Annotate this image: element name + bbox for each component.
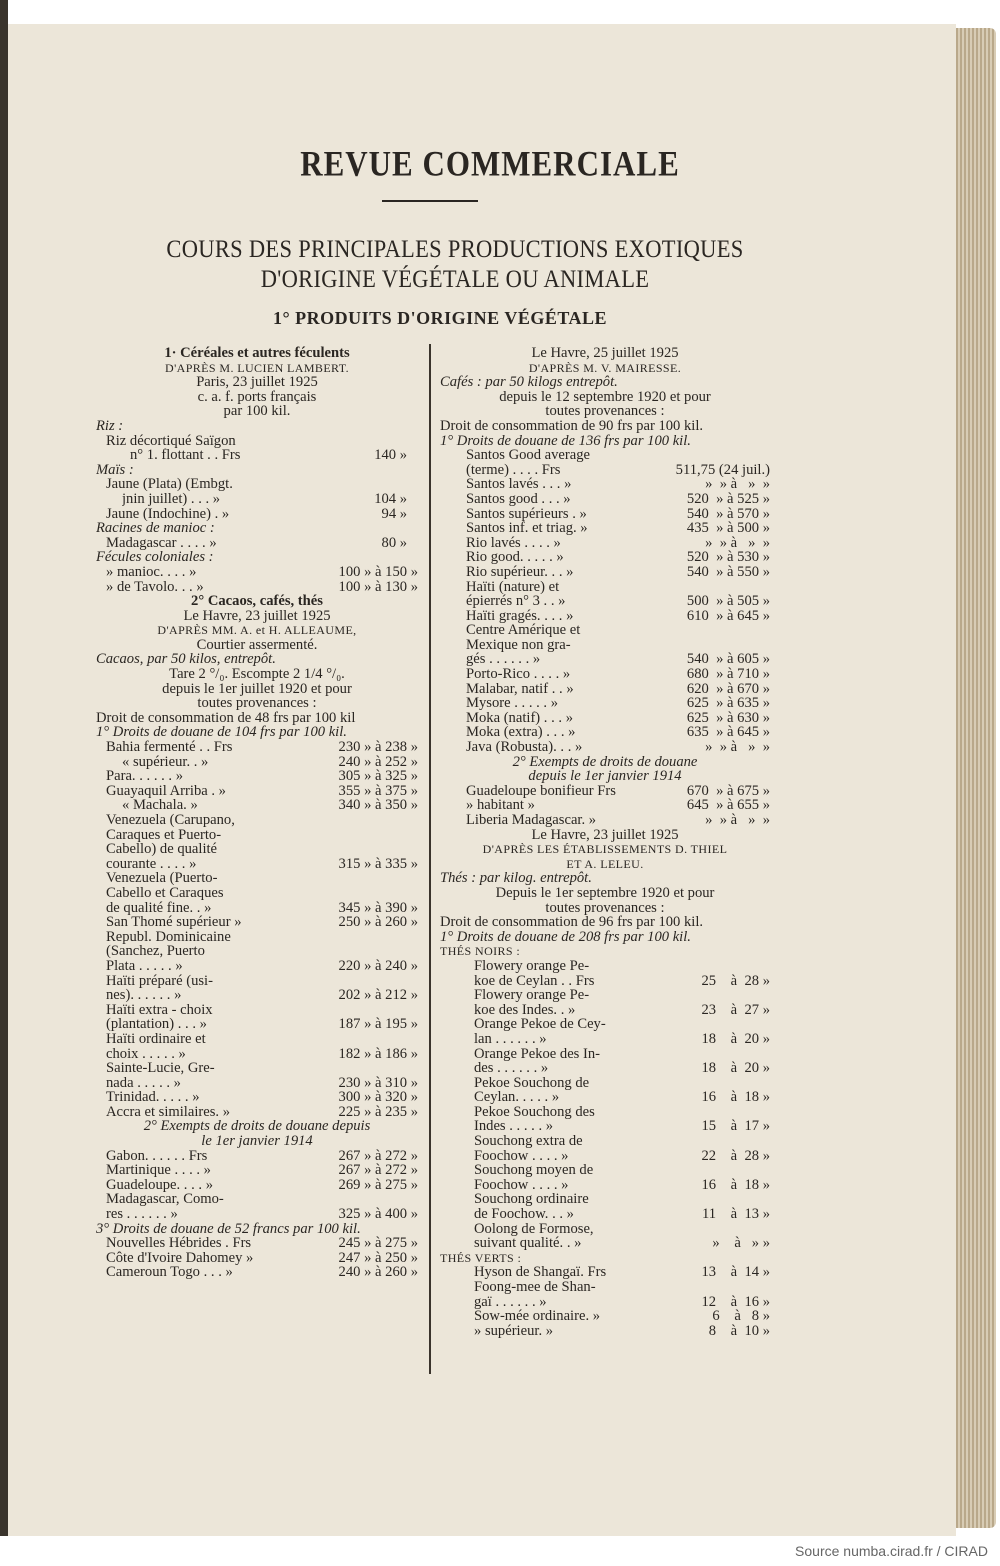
price-row <box>440 507 770 522</box>
text-line: Madagascar, Como- <box>106 1192 224 1208</box>
text-line: depuis le 12 septembre 1920 et pour <box>499 389 711 405</box>
product-name: Malabar, natif . . » <box>466 681 574 697</box>
text-line: Cacaos, par 50 kilos, entrepôt. <box>96 652 276 668</box>
text-line: Maïs : <box>96 462 134 478</box>
product-name: Rio lavés . . . . » <box>466 535 561 551</box>
price-row <box>440 1032 770 1047</box>
text-line: le 1er janvier 1914 <box>201 1134 313 1149</box>
price-range: 240 » à 260 » <box>334 1265 418 1280</box>
price-range: 680 » à 710 » <box>683 667 770 682</box>
product-name: jnin juillet) . . . » <box>122 491 221 507</box>
product-name: Guadeloupe. . . . » <box>106 1177 213 1193</box>
price-row <box>440 1265 770 1280</box>
text-line: Droit de consommation de 48 frs par 100 kil <box>96 710 356 726</box>
price-row <box>440 974 770 989</box>
price-row <box>96 1251 418 1266</box>
price-range: 230 » à 238 » <box>334 740 418 755</box>
text-line: toutes provenances : <box>197 696 317 711</box>
text-line: Haïti ordinaire et <box>106 1031 206 1047</box>
product-name: Cameroun Togo . . . » <box>106 1265 233 1280</box>
product-name: choix . . . . . » <box>106 1046 186 1062</box>
text-line: 1· Céréales et autres féculents <box>164 346 350 361</box>
price-row <box>440 1236 770 1251</box>
text-line: Venezuela (Carupano, <box>106 813 235 828</box>
text-line: Le Havre, 25 juillet 1925 <box>531 346 679 361</box>
price-range: 182 » à 186 » <box>334 1046 418 1062</box>
price-range: 100 » à 130 » <box>334 579 418 595</box>
text-line: par 100 kil. <box>223 404 291 419</box>
price-row <box>96 492 418 507</box>
price-range: 511,75 (24 juil.) <box>672 462 770 478</box>
price-range: 220 » à 240 » <box>334 958 418 974</box>
price-row <box>96 755 418 770</box>
text-line: (Sanchez, Puerto <box>106 944 205 959</box>
text-line: 2° Exempts de droits de douane depuis <box>143 1119 371 1135</box>
price-range: 225 » à 235 » <box>334 1104 418 1120</box>
text-line: Pekoe Souchong des <box>474 1104 595 1120</box>
price-row <box>96 740 418 755</box>
price-range: 140 » <box>370 448 418 463</box>
price-row <box>440 492 770 507</box>
price-range: 250 » à 260 » <box>334 915 418 930</box>
price-row <box>440 565 770 580</box>
price-range: 267 » à 272 » <box>334 1148 418 1164</box>
price-range: » » à » » <box>694 813 770 828</box>
price-row <box>440 813 770 828</box>
product-name: Moka (extra) . . . » <box>466 725 576 741</box>
price-row <box>440 477 770 492</box>
text-line: Paris, 23 juillet 1925 <box>196 375 318 390</box>
product-name: Trinidad. . . . . » <box>106 1090 200 1105</box>
product-name: suivant qualité. . » <box>474 1236 582 1251</box>
price-range: 325 » à 400 » <box>334 1207 418 1222</box>
price-range: » à » » <box>701 1236 770 1251</box>
price-range: 80 » <box>374 535 418 551</box>
text-line: Flowery orange Pe- <box>474 958 590 974</box>
price-range: 230 » à 310 » <box>334 1075 418 1091</box>
product-name: de Foochow. . . » <box>474 1207 574 1222</box>
price-range: 540 » à 550 » <box>683 564 770 580</box>
price-row <box>96 1178 418 1193</box>
price-row <box>440 711 770 726</box>
text-line: Orange Pekoe des In- <box>474 1046 601 1062</box>
text-line: Haïti préparé (usi- <box>106 973 213 989</box>
price-range: 520 » à 530 » <box>683 550 770 565</box>
price-range: 340 » à 350 » <box>334 798 418 813</box>
product-name: » manioc. . . . » <box>106 564 197 580</box>
product-name: gaï . . . . . . » <box>474 1294 547 1310</box>
price-range: 15 à 17 » <box>694 1119 770 1135</box>
text-line: D'APRÈS M. V. MAIRESSE. <box>528 360 682 375</box>
product-name: Plata . . . . . » <box>106 958 183 974</box>
text-line: Droit de consommation de 90 frs par 100 kil. <box>440 418 704 434</box>
text-line: Santos Good average <box>466 448 591 463</box>
product-name: Guadeloupe bonifieur Frs <box>466 783 616 799</box>
price-row <box>440 550 770 565</box>
price-range: 94 » <box>374 506 418 522</box>
product-name: Gabon. . . . . . Frs <box>106 1148 208 1164</box>
product-name: (terme) . . . . Frs <box>466 462 561 478</box>
price-row <box>96 1236 418 1251</box>
price-row <box>96 507 418 522</box>
text-line: c. a. f. ports français <box>197 389 317 405</box>
product-name: Santos good . . . » <box>466 491 571 507</box>
product-name: Martinique . . . . » <box>106 1163 211 1178</box>
product-name: Porto-Rico . . . . » <box>466 667 571 682</box>
price-row <box>440 536 770 551</box>
section-heading: 1° PRODUITS D'ORIGINE VÉGÉTALE <box>272 308 608 328</box>
price-row <box>440 1309 770 1324</box>
price-row <box>96 1265 418 1280</box>
price-range: 240 » à 252 » <box>334 754 418 770</box>
product-name: n° 1. flottant . . Frs <box>130 448 241 463</box>
left-column <box>96 346 418 1280</box>
product-name: Foochow . . . . » <box>474 1148 569 1164</box>
product-name: (plantation) . . . » <box>106 1017 207 1032</box>
price-range: 13 à 14 » <box>694 1265 770 1280</box>
product-name: koe des Indes. . » <box>474 1002 576 1018</box>
text-line: Orange Pekoe de Cey- <box>474 1017 606 1032</box>
text-line: Droit de consommation de 96 frs par 100 kil. <box>440 915 704 930</box>
product-name: Liberia Madagascar. » <box>466 813 597 828</box>
text-line: Souchong extra de <box>474 1134 583 1149</box>
source-credit: Source numba.cirad.fr / CIRAD <box>795 1543 988 1559</box>
text-line: Cafés : par 50 kilogs entrepôt. <box>440 375 618 390</box>
price-row <box>440 594 770 609</box>
page-edges <box>956 28 996 1528</box>
product-name: res . . . . . . » <box>106 1207 178 1222</box>
title-rule <box>382 200 478 202</box>
price-row <box>96 1105 418 1120</box>
price-row <box>440 667 770 682</box>
text-line: D'APRÈS M. LUCIEN LAMBERT. <box>165 360 349 375</box>
price-range: » » à » » <box>694 477 770 492</box>
price-range: 305 » à 325 » <box>334 769 418 784</box>
text-line: ET A. LELEU. <box>566 856 644 871</box>
product-name: « supérieur. . » <box>122 754 209 770</box>
product-name: Haïti gragés. . . . » <box>466 608 574 624</box>
price-range: 12 à 16 » <box>694 1294 770 1310</box>
price-row <box>96 988 418 1003</box>
product-name: Rio supérieur. . . » <box>466 564 574 580</box>
price-range: 18 à 20 » <box>694 1061 770 1076</box>
price-row <box>440 1003 770 1018</box>
price-range: 247 » à 250 » <box>334 1250 418 1266</box>
price-row <box>96 1149 418 1164</box>
product-name: Indes . . . . . » <box>474 1119 554 1135</box>
price-range: 500 » à 505 » <box>683 594 770 609</box>
product-name: Madagascar . . . . » <box>106 535 217 551</box>
product-name: Moka (natif) . . . » <box>466 710 573 726</box>
product-name: Santos lavés . . . » <box>466 477 572 492</box>
text-line: Fécules coloniales : <box>96 550 214 565</box>
right-column <box>440 346 770 1338</box>
price-row <box>96 565 418 580</box>
price-range: 625 » à 630 » <box>683 710 770 726</box>
text-line: 3° Droits de douane de 52 francs par 100 kil. <box>96 1221 361 1237</box>
price-range: 16 à 18 » <box>694 1090 770 1105</box>
price-range: 520 » à 525 » <box>683 491 770 507</box>
text-line: Oolong de Formose, <box>474 1221 594 1237</box>
product-name: Nouvelles Hébrides . Frs <box>106 1236 252 1251</box>
product-name: Santos inf. et triag. » <box>466 521 588 536</box>
text-line: Caraques et Puerto- <box>106 827 222 843</box>
text-line: Pekoe Souchong de <box>474 1075 590 1091</box>
text-line: THÉS VERTS : <box>440 1250 522 1265</box>
text-line: Depuis le 1er septembre 1920 et pour <box>495 885 715 901</box>
product-name: de qualité fine. . » <box>106 900 212 916</box>
price-row <box>440 521 770 536</box>
text-line: 2° Cacaos, cafés, thés <box>191 594 323 609</box>
text-line: Sainte-Lucie, Gre- <box>106 1061 215 1076</box>
product-name: Hyson de Shangaï. Frs <box>474 1265 607 1280</box>
price-row <box>96 1017 418 1032</box>
price-range: 8 à 10 » <box>697 1323 770 1339</box>
price-range: 300 » à 320 » <box>334 1090 418 1105</box>
page-title: REVUE COMMERCIALE <box>300 143 680 184</box>
price-range: » » à » » <box>694 740 770 755</box>
text-line: toutes provenances : <box>545 404 665 419</box>
price-range: 187 » à 195 » <box>334 1017 418 1032</box>
price-row <box>96 901 418 916</box>
price-row <box>440 652 770 667</box>
price-range: 245 » à 275 » <box>334 1236 418 1251</box>
text-line: depuis le 1er janvier 1914 <box>528 769 682 784</box>
text-line: Haïti (nature) et <box>466 579 560 595</box>
text-line: THÉS NOIRS : <box>440 944 521 959</box>
price-range: 202 » à 212 » <box>334 988 418 1003</box>
price-range: 635 » à 645 » <box>683 725 770 741</box>
text-line: Cabello et Caraques <box>106 885 224 901</box>
text-line: Tare 2 °/₀. Escompte 2 1/4 °/₀. <box>169 667 345 682</box>
price-range: 355 » à 375 » <box>334 783 418 799</box>
product-name: Jaune (Indochine) . » <box>106 506 230 522</box>
price-row <box>96 536 418 551</box>
text-line: Haïti extra - choix <box>106 1002 213 1018</box>
price-row <box>440 784 770 799</box>
text-line: D'APRÈS LES ÉTABLISSEMENTS D. THIEL <box>482 842 728 857</box>
text-line: Courtier assermenté. <box>196 637 318 653</box>
product-name: Foochow . . . . » <box>474 1177 569 1193</box>
subtitle-line-1: COURS DES PRINCIPALES PRODUCTIONS EXOTIQUES <box>166 234 744 263</box>
price-row <box>440 1324 770 1339</box>
product-name: Ceylan. . . . . » <box>474 1090 560 1105</box>
price-row <box>440 609 770 624</box>
product-name: » habitant » <box>466 798 535 813</box>
price-range: 645 » à 655 » <box>683 798 770 813</box>
price-row <box>440 463 770 478</box>
text-line: 1° Droits de douane de 208 frs par 100 kil. <box>440 929 691 945</box>
column-divider <box>429 344 431 1374</box>
price-row <box>96 798 418 813</box>
price-row <box>440 798 770 813</box>
product-name: Java (Robusta). . . » <box>466 740 583 755</box>
price-row <box>96 448 418 463</box>
text-line: depuis le 1er juillet 1920 et pour <box>162 681 352 697</box>
price-row <box>440 1149 770 1164</box>
text-line: Jaune (Plata) (Embgt. <box>106 477 233 492</box>
text-line: Riz : <box>96 418 124 434</box>
subtitle-line-2: D'ORIGINE VÉGÉTALE OU ANIMALE <box>260 264 650 293</box>
text-line: toutes provenances : <box>545 900 665 916</box>
price-row <box>440 1207 770 1222</box>
product-name: nes). . . . . . » <box>106 988 182 1003</box>
product-name: gés . . . . . . » <box>466 652 541 668</box>
price-range: 18 à 20 » <box>694 1031 770 1047</box>
text-line: Flowery orange Pe- <box>474 988 590 1003</box>
price-row <box>440 696 770 711</box>
product-name: Bahia fermenté . . Frs <box>106 740 233 755</box>
price-range: 23 à 27 » <box>694 1002 770 1018</box>
text-line: Le Havre, 23 juillet 1925 <box>183 608 331 624</box>
product-name: Côte d'Ivoire Dahomey » <box>106 1250 254 1266</box>
text-line: Venezuela (Puerto- <box>106 871 218 886</box>
product-name: » de Tavolo. . . » <box>106 579 204 595</box>
product-name: « Machala. » <box>122 798 198 813</box>
price-range: 435 » à 500 » <box>683 521 770 536</box>
price-row <box>96 769 418 784</box>
price-range: 670 » à 675 » <box>683 783 770 799</box>
price-row <box>440 1061 770 1076</box>
product-name: » supérieur. » <box>474 1323 554 1339</box>
price-row <box>96 1076 418 1091</box>
price-range: 620 » à 670 » <box>683 681 770 697</box>
book-binding-edge <box>0 0 8 1536</box>
price-range: 267 » à 272 » <box>334 1163 418 1178</box>
product-name: nada . . . . . » <box>106 1075 181 1091</box>
price-range: 345 » à 390 » <box>334 900 418 916</box>
price-row <box>96 580 418 595</box>
product-name: koe de Ceylan . . Frs <box>474 973 595 989</box>
text-line: Souchong ordinaire <box>474 1192 589 1208</box>
product-name: Para. . . . . . » <box>106 769 184 784</box>
product-name: des . . . . . . » <box>474 1061 549 1076</box>
product-name: Mysore . . . . . » <box>466 696 559 711</box>
price-row <box>96 1163 418 1178</box>
price-row <box>96 1047 418 1062</box>
text-line: Le Havre, 23 juillet 1925 <box>531 827 679 843</box>
text-line: Republ. Dominicaine <box>106 929 231 945</box>
price-row <box>96 959 418 974</box>
text-line: Thés : par kilog. entrepôt. <box>440 871 592 886</box>
price-row <box>440 740 770 755</box>
price-row <box>440 1090 770 1105</box>
product-name: Rio good. . . . . » <box>466 550 564 565</box>
price-range: 625 » à 635 » <box>683 696 770 711</box>
product-name: épierrés n° 3 . . » <box>466 594 566 609</box>
text-line: Foong-mee de Shan- <box>474 1280 596 1295</box>
product-name: San Thomé supérieur » <box>106 915 242 930</box>
price-range: 11 à 13 » <box>694 1207 770 1222</box>
text-line: D'APRÈS MM. A. et H. ALLEAUME, <box>157 623 357 638</box>
text-line: 2° Exempts de droits de douane <box>512 754 698 770</box>
price-range: 100 » à 150 » <box>334 564 418 580</box>
price-row <box>440 1295 770 1310</box>
price-range: 315 » à 335 » <box>334 856 418 872</box>
price-row <box>96 1207 418 1222</box>
product-name: lan . . . . . . » <box>474 1031 547 1047</box>
price-row <box>96 1090 418 1105</box>
price-row <box>440 1119 770 1134</box>
text-line: 1° Droits de douane de 136 frs par 100 kil. <box>440 433 691 449</box>
price-range: 540 » à 570 » <box>683 506 770 522</box>
price-row <box>440 1178 770 1193</box>
price-range: 6 à 8 » <box>701 1309 770 1324</box>
product-name: Sow-mée ordinaire. » <box>474 1309 601 1324</box>
text-line: Cabello) de qualité <box>106 842 218 857</box>
text-line: Riz décortiqué Saïgon <box>106 433 236 449</box>
price-range: 104 » <box>370 491 418 507</box>
price-range: 16 à 18 » <box>694 1177 770 1193</box>
text-line: Mexique non gra- <box>466 637 571 653</box>
text-line: Racines de manioc : <box>96 521 215 536</box>
product-name: Guayaquil Arriba . » <box>106 783 226 799</box>
price-range: » » à » » <box>694 535 770 551</box>
text-line: Centre Amérique et <box>466 623 581 638</box>
text-line: Souchong moyen de <box>474 1163 594 1178</box>
product-name: courante . . . . » <box>106 856 197 872</box>
text-line: 1° Droits de douane de 104 frs par 100 kil. <box>96 725 347 741</box>
price-row <box>96 784 418 799</box>
product-name: Santos supérieurs . » <box>466 506 587 522</box>
price-row <box>96 857 418 872</box>
price-range: 22 à 28 » <box>694 1148 770 1164</box>
price-range: 540 » à 605 » <box>683 652 770 668</box>
product-name: Accra et similaires. » <box>106 1104 230 1120</box>
price-range: 25 à 28 » <box>694 973 770 989</box>
price-range: 269 » à 275 » <box>334 1177 418 1193</box>
price-range: 610 » à 645 » <box>683 608 770 624</box>
price-row <box>440 725 770 740</box>
price-row <box>440 682 770 697</box>
price-row <box>96 915 418 930</box>
